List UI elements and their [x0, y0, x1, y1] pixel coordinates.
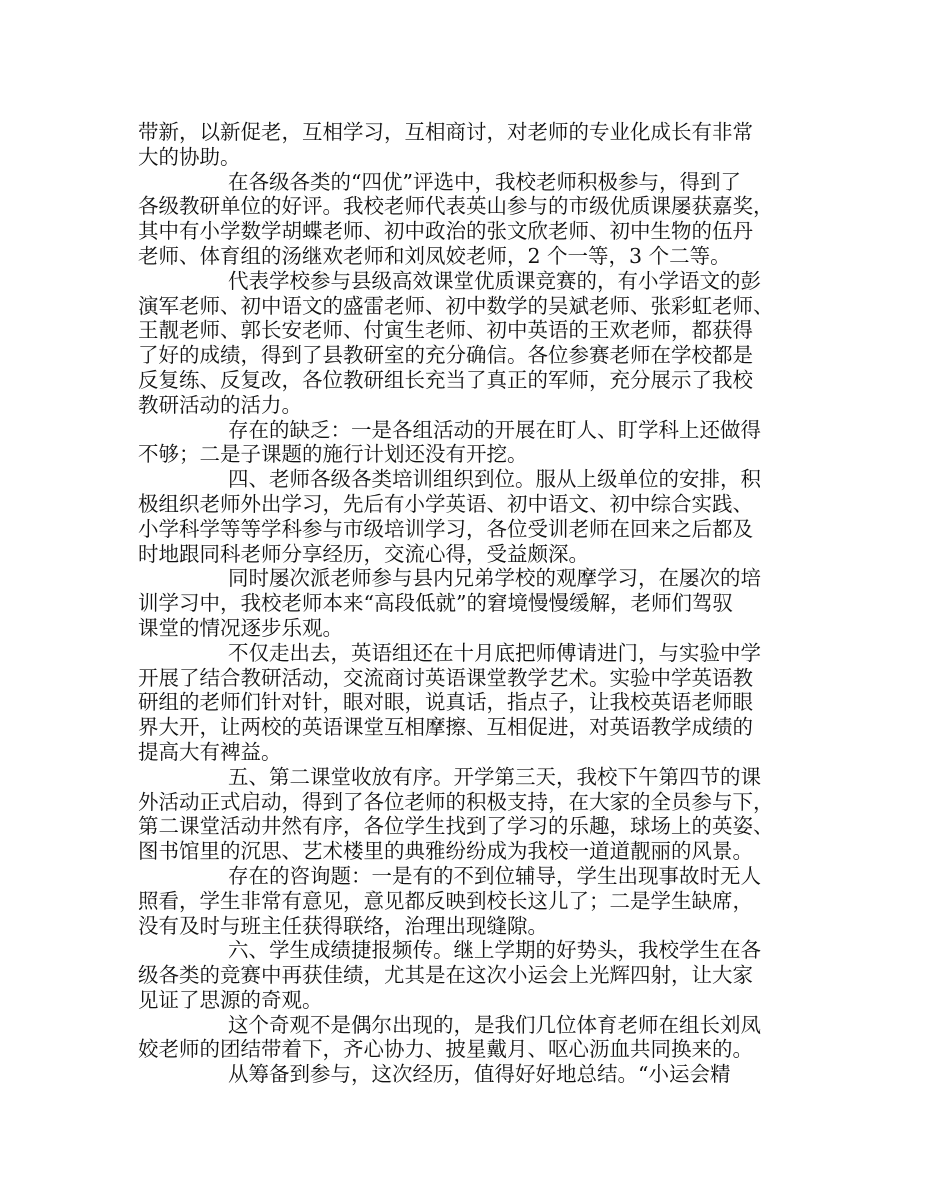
text-line: 没有及时与班主任获得联络，治理出现缝隙。: [138, 913, 548, 938]
paragraph-start-line: 这个奇观不是偶尔出现的，是我们几位体育老师在组长刘凤: [228, 1012, 761, 1037]
text-line: 反复练、反复改，各位教研组长充当了真正的军师，充分展示了我校: [138, 367, 753, 392]
paragraph-start-line: 存在的缺乏：一是各组活动的开展在盯人、盯学科上还做得: [228, 417, 761, 442]
text-line: 训学习中，我校老师本来“高段低就”的窘境慢慢缓解，老师们驾驭: [138, 591, 733, 616]
paragraph-start-line: 四、老师各级各类培训组织到位。服从上级单位的安排，积: [228, 467, 761, 492]
paragraph-start-line: 从筹备到参与，这次经历，值得好好地总结。“小运会精: [228, 1062, 731, 1087]
paragraph-start-line: 不仅走出去，英语组还在十月底把师傅请进门，与实验中学: [228, 640, 761, 665]
paragraph-start-line: 六、学生成绩捷报频传。继上学期的好势头，我校学生在各: [228, 938, 761, 963]
text-line: 演军老师、初中语文的盛雷老师、初中数学的吴斌老师、张彩虹老师、: [138, 293, 774, 318]
document-body: [138, 120, 818, 1087]
paragraph-start-line: 代表学校参与县级高效课堂优质课竞赛的，有小学语文的彭: [228, 268, 761, 293]
text-line: 见证了思源的奇观。: [138, 987, 323, 1012]
text-line: 时地跟同科老师分享经历，交流心得，受益颇深。: [138, 541, 589, 566]
text-line: 提高大有裨益。: [138, 739, 282, 764]
paragraph-start-line: 同时屡次派老师参与县内兄弟学校的观摩学习，在屡次的培: [228, 566, 761, 591]
text-line: 研组的老师们针对针，眼对眼，说真话，指点子，让我校英语老师眼: [138, 690, 753, 715]
text-line: 不够；二是子课题的施行计划还没有开挖。: [138, 442, 528, 467]
text-line: 姣老师的团结带着下，齐心协力、披星戴月、呕心沥血共同换来的。: [138, 1037, 753, 1062]
text-line: 照看，学生非常有意见，意见都反映到校长这儿了；二是学生缺席，: [138, 888, 753, 913]
text-line: 其中有小学数学胡蝶老师、初中政治的张文欣老师、初中生物的伍丹: [138, 219, 753, 244]
paragraph-start-line: 在各级各类的“四优”评选中，我校老师积极参与，得到了: [228, 169, 741, 194]
text-line: 各级教研单位的好评。我校老师代表英山参与的市级优质课屡获嘉奖，: [138, 194, 774, 219]
paragraph-start-line: 存在的咨询题：一是有的不到位辅导，学生出现事故时无人: [228, 863, 761, 888]
text-line: 老师、体育组的汤继欢老师和刘凤姣老师，2 个一等，3 个二等。: [138, 243, 731, 268]
text-line: 开展了结合教研活动，交流商讨英语课堂教学艺术。实验中学英语教: [138, 665, 753, 690]
text-line: 图书馆里的沉思、艺术楼里的典雅纷纷成为我校一道道靓丽的风景。: [138, 839, 753, 864]
text-line: 教研活动的活力。: [138, 392, 302, 417]
text-line: 大的协助。: [138, 144, 241, 169]
text-line: 了好的成绩，得到了县教研室的充分确信。各位参赛老师在学校都是: [138, 343, 753, 368]
text-line: 王靓老师、郭长安老师、付寅生老师、初中英语的王欢老师，都获得: [138, 318, 753, 343]
paragraph-start-line: 五、第二课堂收放有序。开学第三天，我校下午第四节的课: [228, 764, 761, 789]
text-line: 小学科学等等学科参与市级培训学习，各位受训老师在回来之后都及: [138, 516, 753, 541]
text-line: 课堂的情况逐步乐观。: [138, 615, 343, 640]
text-line: 第二课堂活动井然有序，各位学生找到了学习的乐趣，球场上的英姿、: [138, 814, 774, 839]
text-line: 界大开，让两校的英语课堂互相摩擦、互相促进，对英语教学成绩的: [138, 715, 753, 740]
text-line: 带新，以新促老，互相学习，互相商讨，对老师的专业化成长有非常: [138, 120, 753, 144]
text-line: 极组织老师外出学习，先后有小学英语、初中语文、初中综合实践、: [138, 491, 753, 516]
text-line: 级各类的竞赛中再获佳绩，尤其是在这次小运会上光辉四射，让大家: [138, 963, 753, 988]
text-line: 外活动正式启动，得到了各位老师的积极支持，在大家的全员参与下，: [138, 789, 774, 814]
